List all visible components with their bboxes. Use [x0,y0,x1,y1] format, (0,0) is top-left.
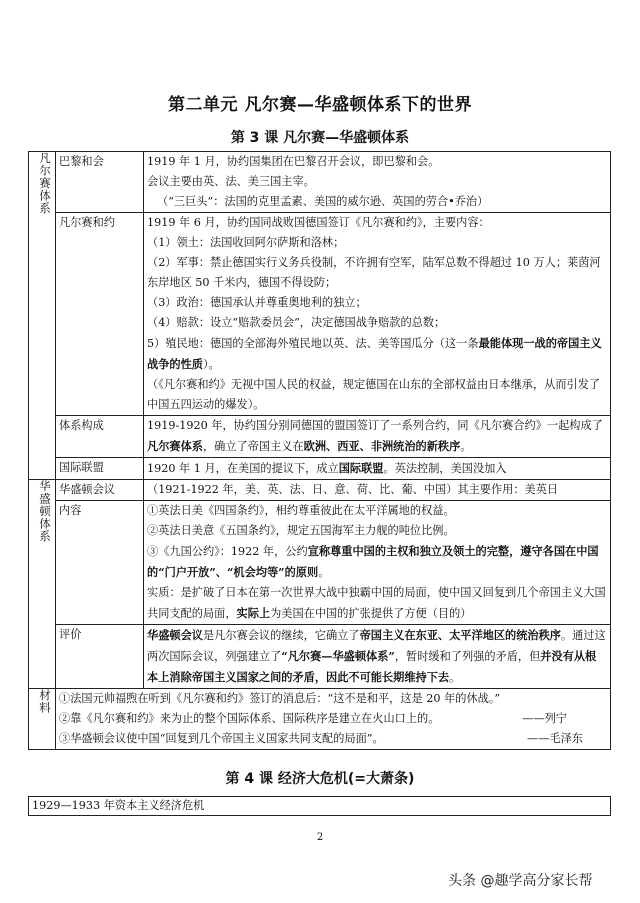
materials-content: ①法国元帅福煦在听到《凡尔赛和约》签订的消息后：“这不是和平，这是 20 年的休战。” ②靠《凡尔赛和约》来为止的整个国际体系、国际秩序是建立在火山口上的。 ——列宁 ③华盛顿会议使中国“回复到几个帝国主义国家共同支配的局面”。 ——毛泽东 [56,689,611,750]
table-row [29,152,611,213]
table-row [29,689,611,750]
table-row [29,480,611,501]
table-row [29,213,611,416]
lesson-4-row: 1929—1933 年资本主义经济危机 [28,796,611,816]
table-row [29,625,611,689]
washington-conference-content: （1921-1922 年，美、英、法、日、意、荷、比、葡、中国）其主要作用：美英日 [144,480,611,501]
table-row [29,501,611,625]
table-row [29,416,611,458]
page-number: 2 [316,832,324,843]
lesson-4-title: 第 4 课 经济大危机(=大萧条) [225,771,415,787]
league-of-nations-label: 国际联盟 [56,458,144,480]
washington-conference-label: 华盛顿会议 [56,480,144,501]
lesson-3-title: 第 3 课 凡尔赛—华盛顿体系 [230,130,410,146]
evaluation-content: 华盛顿会议是凡尔赛会议的继续，它确立了帝国主义在东亚、太平洋地区的统治秩序。通过这两次国际会议，列强建立了“凡尔赛—华盛顿体系”，暂时缓和了列强的矛盾，但并没有从根本上消除帝国主义国家之间的矛盾，因此不可能长期维持下去。 [144,625,611,689]
paris-conference-content: 1919 年 1 月，协约国集团在巴黎召开会议，即巴黎和会。 会议主要由英、法、美三国主宰。 （“三巨头”：法国的克里孟素、美国的威尔逊、英国的劳合•乔治） [144,152,611,213]
content-label: 内容 [56,501,144,625]
watermark: 头条 @趣学高分家长帮 [448,873,593,889]
treaty-of-versailles-content: 1919 年 6 月，协约国同战败国德国签订《凡尔赛和约》，主要内容： （1）领土：法国收回阿尔萨斯和洛林； （2）军事：禁止德国实行义务兵役制，不许拥有空军，陆军总数不得超过 10 万人；莱茵河东岸地区 50 千米内，德国不得设防； （3）政治：德国承认并尊重奥地利的独立； （4）赔款：设立“赔款委员会”，决定德国战争赔款的总数； 5）殖民地：德国的全部海外殖民地以英、法、美等国瓜分（这一条最能体现一战的帝国主义战争的性质）。 （《凡尔赛和约》无视中国人民的权益，规定德国在山东的全部权益由日本继承，从而引发了中国五四运动的爆发）。 [144,213,611,416]
system-composition-content: 1919-1920 年，协约国分别同德国的盟国签订了一系列合约，同《凡尔赛合约》一起构成了凡尔赛体系，确立了帝国主义在欧洲、西亚、非洲统治的新秩序。 [144,416,611,458]
materials-label: 材料 [29,689,56,750]
paris-conference-label: 巴黎和会 [56,152,144,213]
versailles-system-label: 凡尔赛体系 [29,152,56,480]
table-row [29,458,611,480]
lesson-3-table [28,151,611,750]
washington-content: ①英法日美《四国条约》，相约尊重彼此在太平洋属地的权益。 ②英法日美意《五国条约》，规定五国海军主力舰的吨位比例。 ③《九国公约》：1922 年，公约宣称尊重中国的主权和独立及领土的完整，遵守各国在中国的“门户开放”、“机会均等”的原则。 实质：是扩破了日本在第一次世界大战中独霸中国的局面，使中国又回复到几个帝国主义大国共同支配的局面，实际上为美国在中国的扩张提供了方便（目的） [144,501,611,625]
washington-system-label: 华盛顿体系 [29,480,56,689]
system-composition-label: 体系构成 [56,416,144,458]
evaluation-label: 评价 [56,625,144,689]
treaty-of-versailles-label: 凡尔赛和约 [56,213,144,416]
unit-title: 第二单元 凡尔赛—华盛顿体系下的世界 [168,95,472,115]
league-of-nations-content: 1920 年 1 月，在美国的提议下，成立国际联盟。英法控制，美国没加入 [144,458,611,480]
